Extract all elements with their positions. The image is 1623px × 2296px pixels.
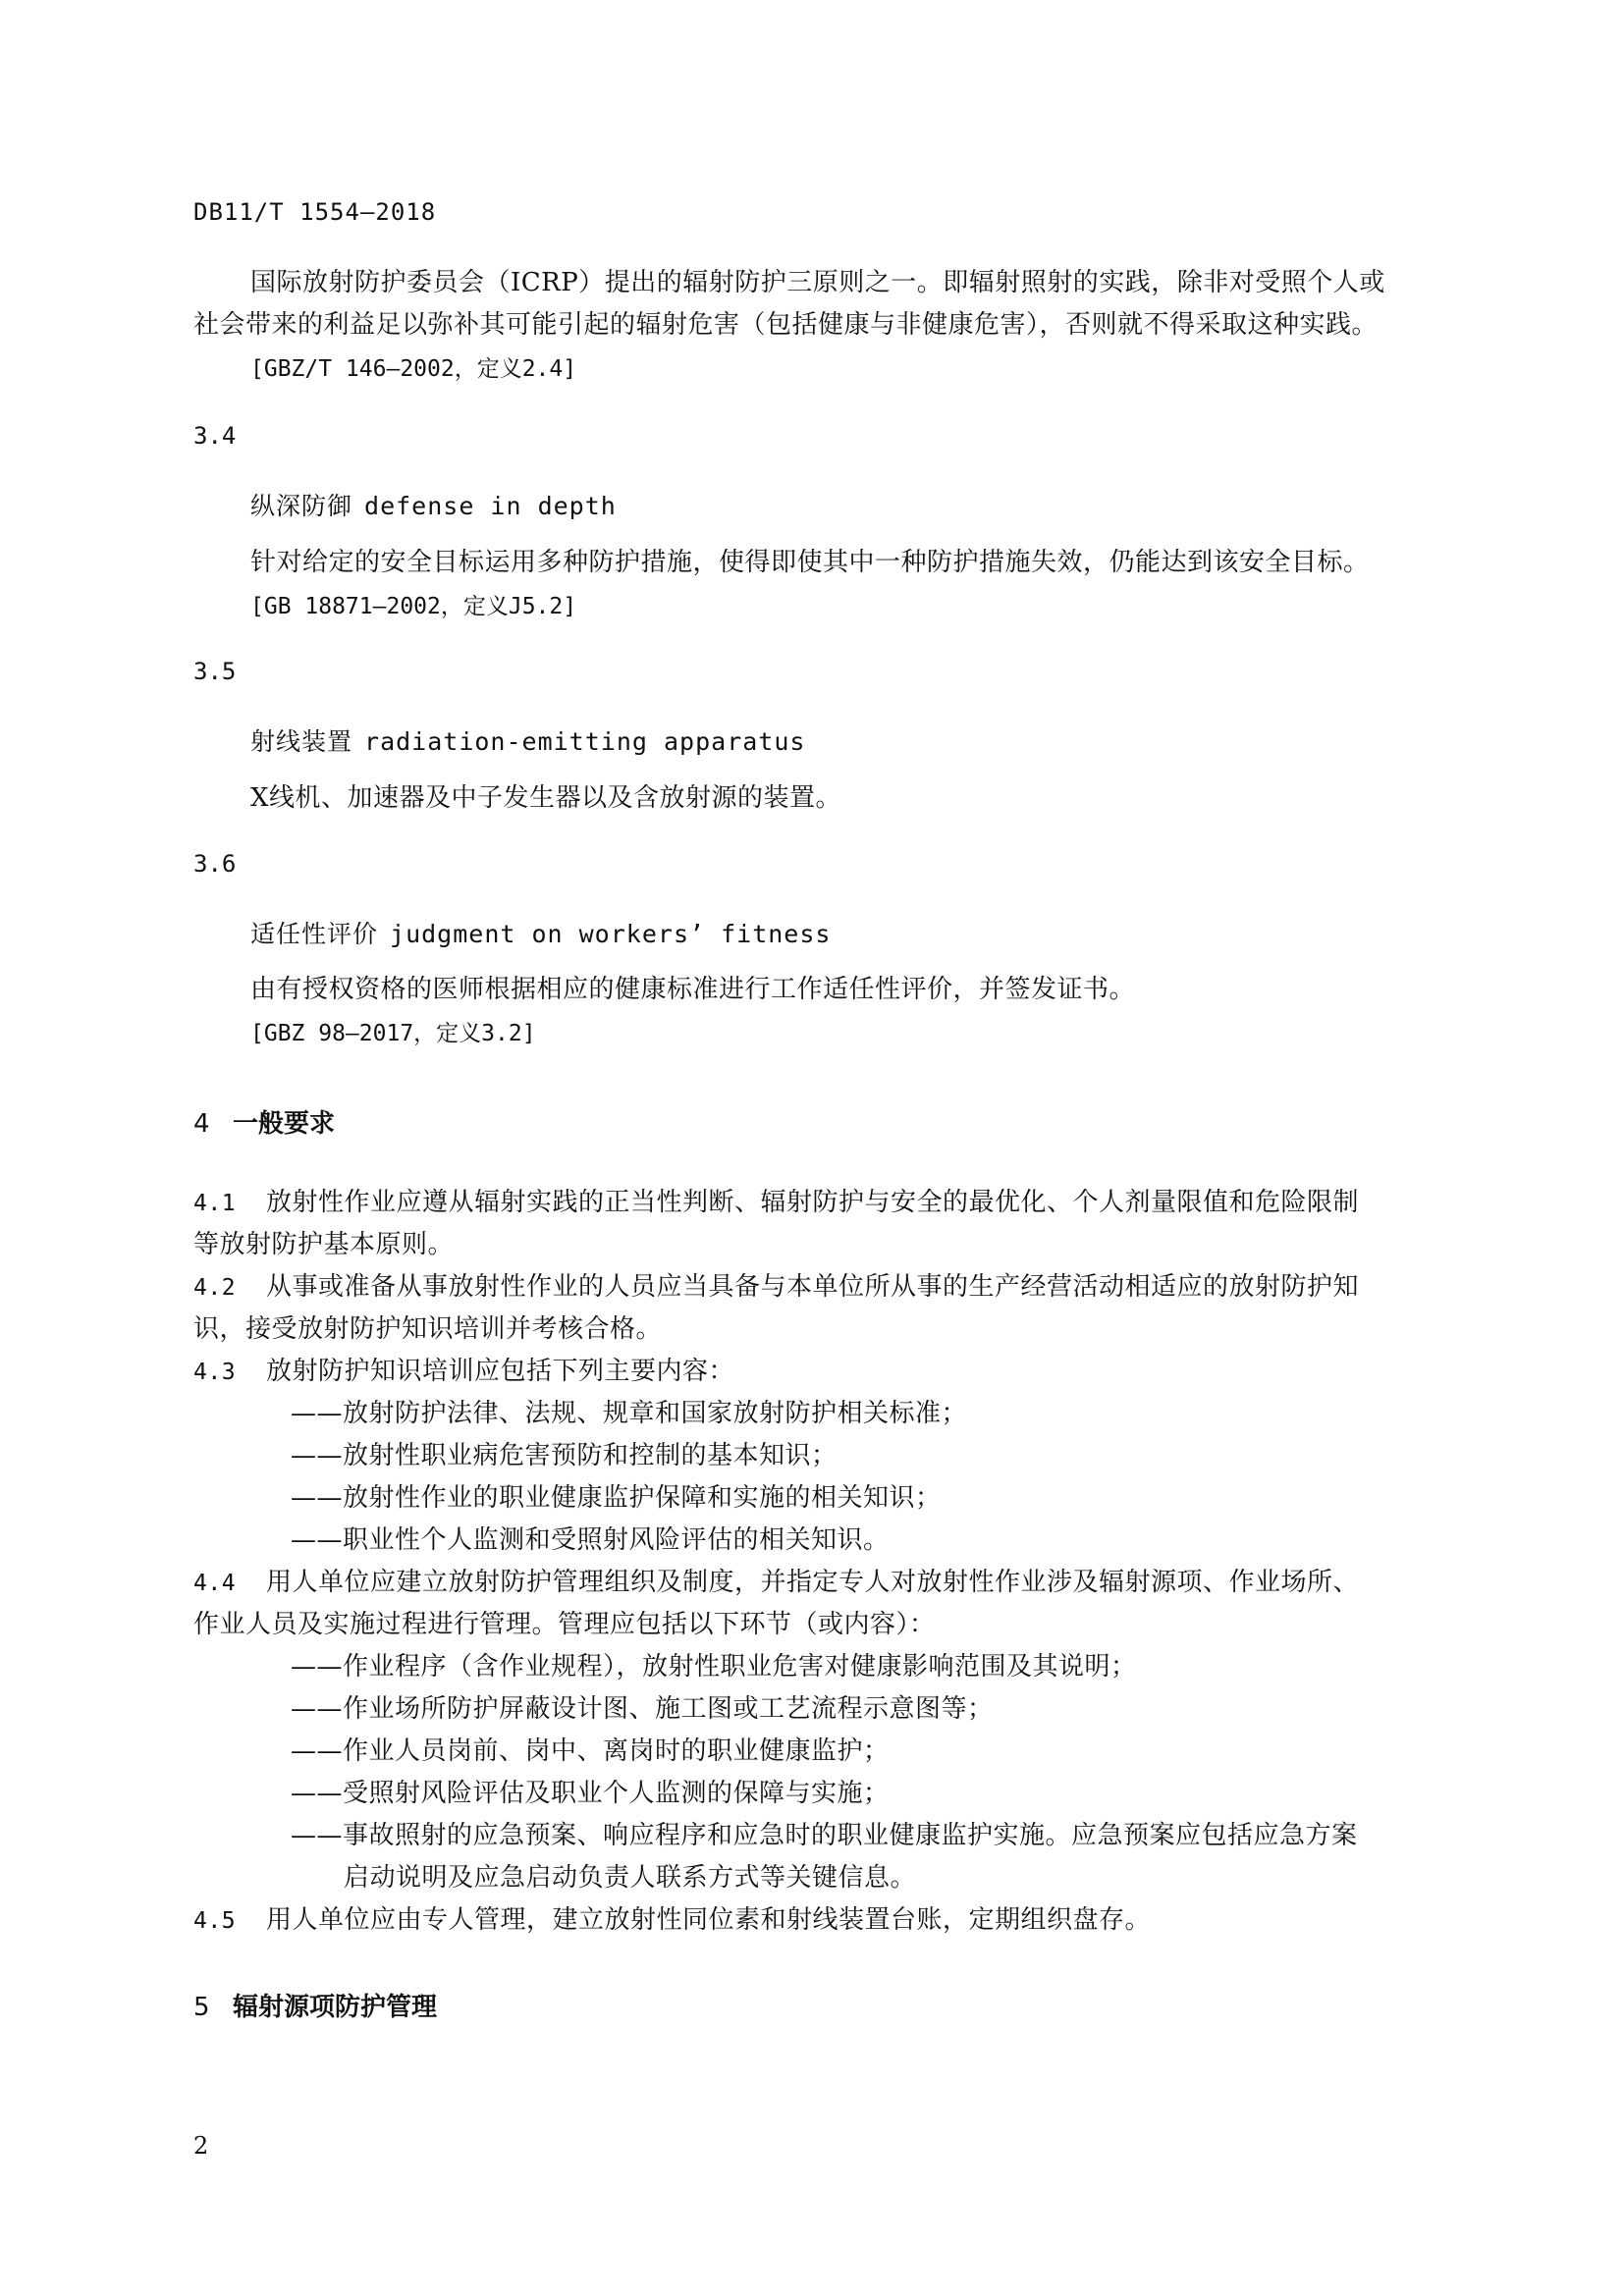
clause-number: 4.4 xyxy=(193,1571,237,1596)
clause-text-line: 作业人员及实施过程进行管理。管理应包括以下环节（或内容）： xyxy=(193,1610,936,1639)
term-chinese: 纵深防御 xyxy=(250,492,353,520)
term-chinese: 适任性评价 xyxy=(250,920,379,948)
definition-reference: [GBZ 98—2017，定义3.2] xyxy=(250,1021,536,1046)
list-item: ——作业人员岗前、岗中、离岗时的职业健康监护； xyxy=(291,1736,890,1766)
standard-code-header: DB11/T 1554—2018 xyxy=(193,198,437,226)
page-number: 2 xyxy=(193,2132,209,2160)
list-item: ——作业程序（含作业规程），放射性职业危害对健康影响范围及其说明； xyxy=(291,1652,1137,1682)
clause-text: 从事或准备从事放射性作业的人员应当具备与本单位所从事的生产经营活动相适应的放射防护知 xyxy=(266,1272,1360,1302)
term-english: radiation-emitting apparatus xyxy=(364,727,806,756)
section-number: 5 xyxy=(193,1993,210,2022)
definition-text-line: X线机、加速器及中子发生器以及含放射源的装置。 xyxy=(250,783,842,813)
list-item-continuation: 启动说明及应急启动负责人联系方式等关键信息。 xyxy=(344,1863,917,1893)
clause-number: 4.2 xyxy=(193,1275,237,1301)
list-item: ——受照射风险评估及职业个人监测的保障与实施； xyxy=(291,1779,890,1808)
clause-number: 4.3 xyxy=(193,1360,237,1385)
section-number: 4 xyxy=(193,1109,210,1139)
list-item: ——放射性作业的职业健康监护保障和实施的相关知识； xyxy=(291,1483,942,1513)
clause-4-4 xyxy=(193,1562,1359,1605)
definition-reference: [GB 18871—2002，定义J5.2] xyxy=(250,594,577,619)
clause-text: 用人单位应由专人管理，建立放射性同位素和射线装置台账，定期组织盘存。 xyxy=(266,1905,1152,1935)
clause-number-3-6: 3.6 xyxy=(193,850,237,878)
clause-4-5 xyxy=(193,1899,1151,1943)
list-item: ——职业性个人监测和受照射风险评估的相关知识。 xyxy=(291,1525,890,1555)
term-english: judgment on workers’ fitness xyxy=(390,920,832,948)
definition-text-line: 针对给定的安全目标运用多种防护措施，使得即使其中一种防护措施失效，仍能达到该安全目标。 xyxy=(250,548,1370,577)
definition-reference: [GBZ/T 146—2002，定义2.4] xyxy=(250,356,577,382)
section-title: 一般要求 xyxy=(233,1109,336,1139)
clause-number-3-5: 3.5 xyxy=(193,658,237,685)
list-item: ——放射防护法律、法规、规章和国家放射防护相关标准； xyxy=(291,1399,968,1428)
definition-text-line: 社会带来的利益足以弥补其可能引起的辐射危害（包括健康与非健康危害），否则就不得采取这种实践。 xyxy=(193,310,1379,340)
section-5-heading xyxy=(193,1987,437,2023)
clause-4-2 xyxy=(193,1266,1359,1309)
clause-number: 4.5 xyxy=(193,1908,237,1934)
clause-text-line: 识，接受放射防护知识培训并考核合格。 xyxy=(193,1314,663,1344)
list-item: ——事故照射的应急预案、响应程序和应急时的职业健康监护实施。应急预案应包括应急方案 xyxy=(291,1821,1358,1850)
clause-text: 放射防护知识培训应包括下列主要内容： xyxy=(266,1357,735,1386)
section-4-heading xyxy=(193,1103,335,1140)
clause-number-3-4: 3.4 xyxy=(193,422,237,450)
list-item: ——作业场所防护屏蔽设计图、施工图或工艺流程示意图等； xyxy=(291,1694,994,1724)
clause-4-1 xyxy=(193,1182,1359,1225)
term-defense-in-depth xyxy=(250,487,617,522)
clause-number: 4.1 xyxy=(193,1191,237,1216)
definition-text-line: 由有授权资格的医师根据相应的健康标准进行工作适任性评价，并签发证书。 xyxy=(250,975,1136,1004)
term-workers-fitness xyxy=(250,915,831,950)
clause-4-3 xyxy=(193,1351,734,1394)
clause-text: 用人单位应建立放射防护管理组织及制度，并指定专人对放射性作业涉及辐射源项、作业场所、 xyxy=(266,1568,1360,1597)
term-radiation-emitting-apparatus xyxy=(250,722,805,758)
list-item: ——放射性职业病危害预防和控制的基本知识； xyxy=(291,1441,838,1470)
clause-text: 放射性作业应遵从辐射实践的正当性判断、辐射防护与安全的最优化、个人剂量限值和危险限制 xyxy=(266,1188,1360,1217)
section-title: 辐射源项防护管理 xyxy=(233,1993,438,2022)
term-chinese: 射线装置 xyxy=(250,727,353,756)
term-english: defense in depth xyxy=(364,492,617,520)
definition-text-line: 国际放射防护委员会（ICRP）提出的辐射防护三原则之一。即辐射照射的实践，除非对受照个人或 xyxy=(250,268,1385,297)
clause-text-line: 等放射防护基本原则。 xyxy=(193,1230,455,1259)
